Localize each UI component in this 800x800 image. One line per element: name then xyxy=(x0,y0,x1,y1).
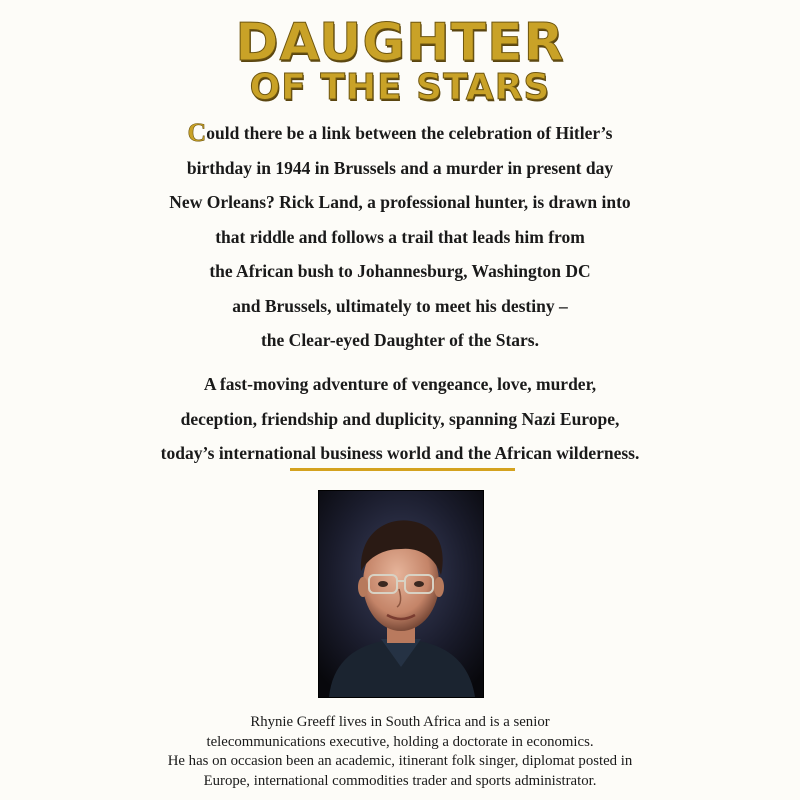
blurb-line: New Orleans? Rick Land, a professional hunter, is drawn into xyxy=(169,192,631,212)
book-title-line-2: OF THE STARS xyxy=(249,67,551,108)
bio-line: telecommunications executive, holding a doctorate in economics. xyxy=(206,733,594,750)
author-portrait-illustration xyxy=(319,491,483,697)
blurb-line: birthday in 1944 in Brussels and a murder in present day xyxy=(186,157,614,178)
blurb-line: the Clear-eyed Daughter of the Stars. xyxy=(260,330,539,350)
bio-line: Europe, international commodities trader and sports administrator. xyxy=(203,772,597,789)
blurb-line: today’s international business world and the African wilderness. xyxy=(160,443,640,463)
blurb-line: deception, friendship and duplicity, spanning Nazi Europe, xyxy=(180,408,620,429)
author-photo xyxy=(318,490,484,698)
blurb-paragraph-2 xyxy=(100,367,700,471)
bio-line: He has on occasion been an academic, itinerant folk singer, diplomat posted in xyxy=(167,753,633,769)
blurb-line: and Brussels, ultimately to meet his destiny – xyxy=(232,295,568,316)
blurb-line: A fast-moving adventure of vengeance, love, murder, xyxy=(203,374,597,394)
blurb-line-text: ould there be a link between the celebration of Hitler’s xyxy=(206,123,613,143)
blurb-line: the African bush to Johannesburg, Washington DC xyxy=(209,261,591,281)
drop-cap: C xyxy=(187,118,207,147)
divider-rule xyxy=(290,468,515,471)
blurb-line xyxy=(100,116,700,151)
book-title-line-1: DAUGHTER xyxy=(235,13,565,73)
author-bio xyxy=(60,713,740,791)
blurb-paragraph-1 xyxy=(100,116,700,358)
blurb-line: that riddle and follows a trail that leads him from xyxy=(215,226,585,247)
bio-line: Rhynie Greeff lives in South Africa and is a senior xyxy=(250,714,550,730)
